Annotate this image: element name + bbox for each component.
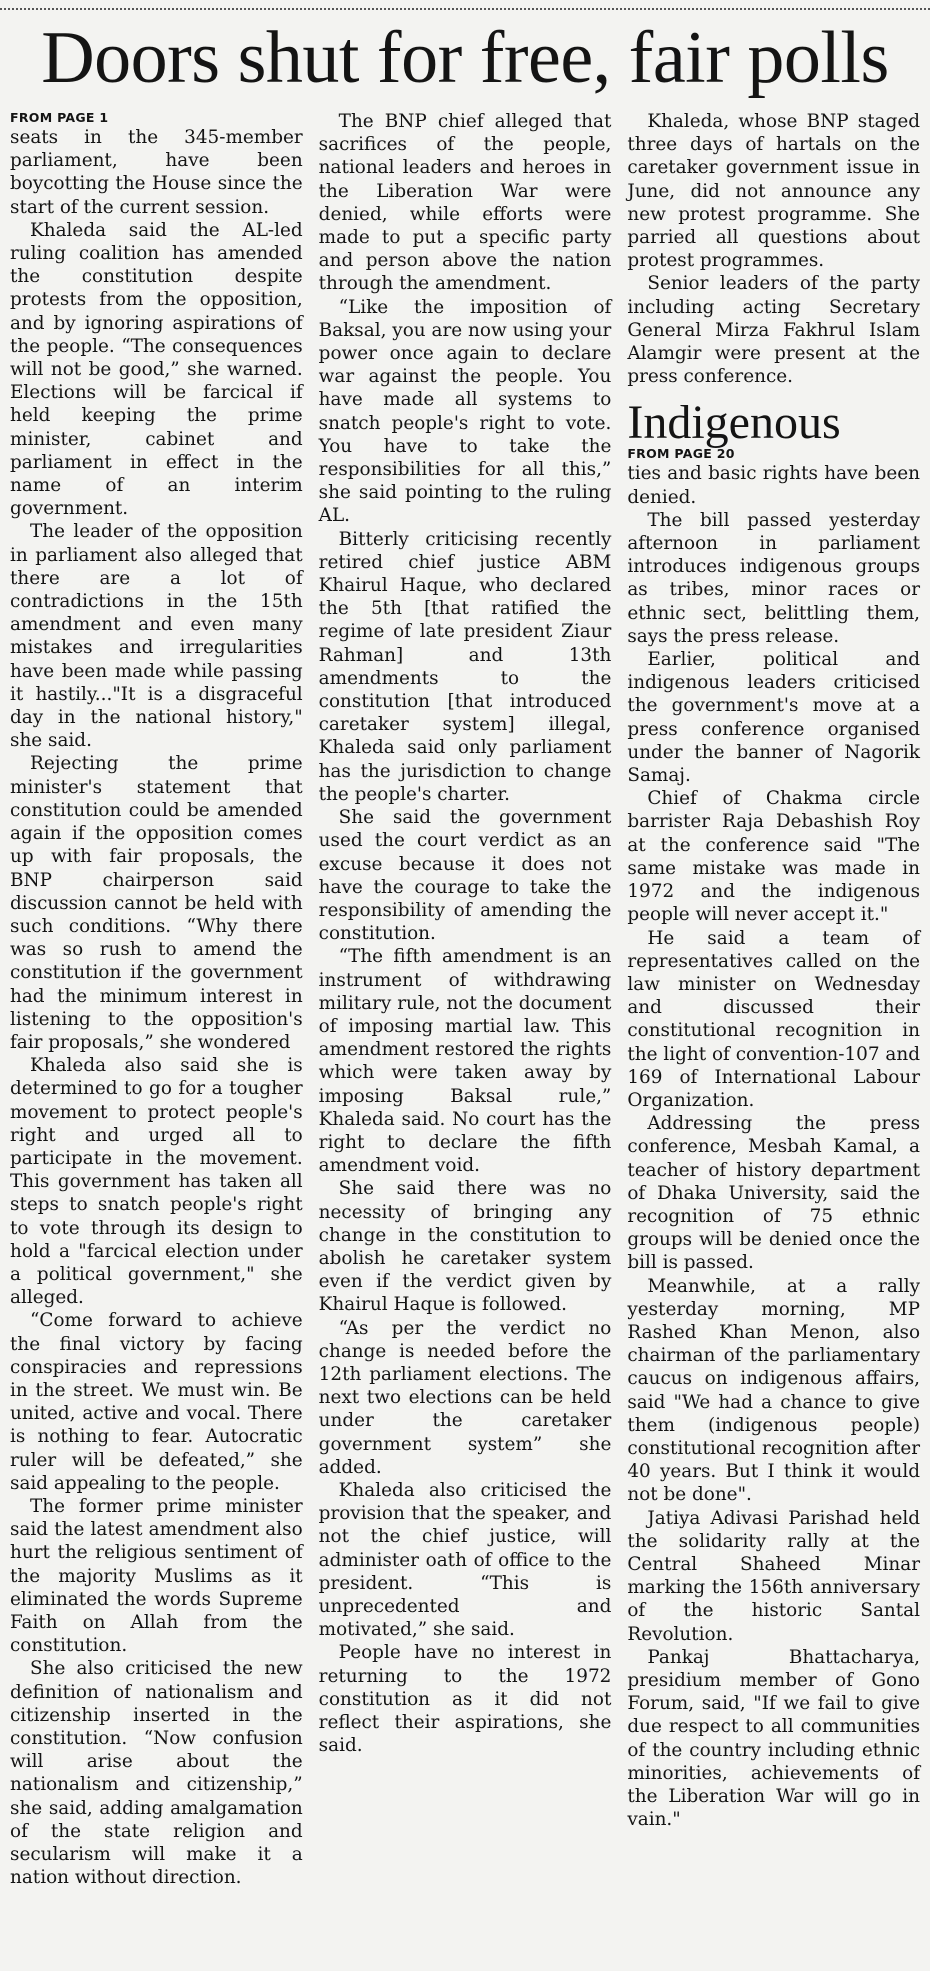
paragraph: “As per the verdict no change is needed before the 12th parliament elections. The next two elections can be held under the caretaker government system” she added. bbox=[318, 1317, 612, 1478]
paragraph: Bitterly criticising recently retired chief justice ABM Khairul Haque, who declared the 5th [that ratified the regime of late president Ziaur Rahman] and 13th amendments to the constitution [that introduced caretaker system] illegal, Khaleda said only parliament has the jurisdiction to change the people's charter. bbox=[318, 528, 612, 805]
paragraph: The bill passed yesterday afternoon in parliament introduces indigenous groups as tribes, minor races or ethnic sect, belittling them, says the press release. bbox=[627, 509, 921, 647]
paragraph: “Like the imposition of Baksal, you are now using your power once again to declare war against the people. You have made all systems to snatch people's right to vote. You have to take the responsibilities for all this,” she said pointing to the ruling AL. bbox=[318, 296, 612, 527]
paragraph: Khaleda also said she is determined to go for a tougher movement to protect people's right and urged all to participate in the movement. This government has taken all steps to snatch people's right to vote through its design to hold a "farcical election under a political government," she alleged. bbox=[10, 1055, 303, 1309]
story2-headline: Indigenous bbox=[627, 396, 841, 450]
paragraph: Meanwhile, at a rally yesterday morning, MP Rashed Khan Menon, also chairman of the parliamentary caucus on indigenous affairs, said "We had a chance to give them (indigenous people) constitutional recognition after 40 years. But I think it would not be done". bbox=[627, 1275, 921, 1506]
paragraph: The former prime minister said the latest amendment also hurt the religious sentiment of the majority Muslims as it eliminated the words Supreme Faith on Allah from the constitution. bbox=[10, 1495, 303, 1657]
column-3 bbox=[627, 110, 920, 1889]
paragraph: The leader of the opposition in parliament also alleged that there are a lot of contradictions in the 15th amendment and even many mistakes and irregularities have been made while passing it hastily..."It is a disgraceful day in the national history," she said. bbox=[10, 521, 303, 752]
paragraph: Senior leaders of the party including acting Secretary General Mirza Fakhrul Islam Alamgir were present at the press conference. bbox=[627, 273, 921, 388]
paragraph: Chief of Chakma circle barrister Raja Debashish Roy at the conference said "The same mistake was made in 1972 and the indigenous people will never accept it." bbox=[627, 788, 921, 926]
paragraph: “The fifth amendment is an instrument of withdrawing military rule, not the document of imposing martial law. This amendment restored the rights which were taken away by imposing Baksal rule,” Khaleda said. No court has the right to declare the fifth amendment void. bbox=[318, 946, 612, 1177]
main-headline: Doors shut for free, fair polls bbox=[41, 17, 889, 99]
paragraph: Pankaj Bhattacharya, presidium member of Gono Forum, said, "If we fail to give due respect to all communities of the country including ethnic minorities, achievements of the Liberation War will go in vain." bbox=[627, 1646, 921, 1831]
paragraph: Khaleda also criticised the provision that the speaker, and not the chief justice, will administer oath of office to the president. “This is unprecedented and motivated,” she said. bbox=[318, 1479, 612, 1641]
paragraph: Khaleda said the AL-led ruling coalition has amended the constitution despite protests from the opposition, and by ignoring aspirations of the people. “The consequences will not be good,” she warned. Elections will be farcical if held keeping the prime minister, cabinet and parliament in effect in the name of an interim government. bbox=[10, 219, 303, 520]
paragraph: Khaleda, whose BNP staged three days of hartals on the caretaker government issue in June, did not announce any new protest programme. She parried all questions about protest programmes. bbox=[627, 111, 921, 272]
column-1 bbox=[10, 110, 303, 1889]
paragraph: He said a team of representatives called on the law minister on Wednesday and discussed their constitutional recognition in the light of convention-107 and 169 of International Labour Organization. bbox=[627, 927, 921, 1111]
paragraph: She said there was no necessity of bringing any change in the constitution to abolish he caretaker system even if the verdict given by Khairul Haque is followed. bbox=[318, 1178, 612, 1316]
paragraph: The BNP chief alleged that sacrifices of the people, national leaders and heroes in the Liberation War were denied, while efforts were made to put a specific party and person above the nation through the amendment. bbox=[318, 111, 612, 295]
column-2 bbox=[319, 110, 612, 1889]
paragraph: ties and basic rights have been denied. bbox=[627, 463, 921, 508]
story2-kicker: FROM PAGE 20 bbox=[627, 446, 735, 462]
article-columns bbox=[10, 110, 920, 1889]
paragraph: seats in the 345-member parliament, have been boycotting the House since the start of the current session. bbox=[10, 127, 303, 218]
paragraph: Earlier, political and indigenous leaders criticised the government's move at a press conference organised under the banner of Nagorik Samaj. bbox=[627, 649, 921, 787]
paragraph: Jatiya Adivasi Parishad held the solidarity rally at the Central Shaheed Minar marking the 156th anniversary of the historic Santal Revolution. bbox=[627, 1507, 921, 1645]
top-dotted-rule bbox=[0, 8, 930, 10]
paragraph: Rejecting the prime minister's statement that constitution could be amended again if the opposition comes up with fair proposals, the BNP chairperson said discussion cannot be held with such conditions. “Why there was so rush to amend the constitution if the government had the minimum interest in listening to the opposition's fair proposals,” she wondered bbox=[10, 753, 303, 1053]
paragraph: She also criticised the new definition of nationalism and citizenship inserted in the constitution. “Now confusion will arise about the nationalism and citizenship,” she said, adding amalgamation of the state religion and secularism will make it a nation without direction. bbox=[10, 1658, 303, 1889]
story1-kicker: FROM PAGE 1 bbox=[10, 110, 109, 125]
paragraph: “Come forward to achieve the final victory by facing conspiracies and repressions in the street. We must win. Be united, active and vocal. There is nothing to fear. Autocratic ruler will be defeated,” she said appealing to the people. bbox=[10, 1310, 303, 1494]
paragraph: She said the government used the court verdict as an excuse because it does not have the courage to take the responsibility of amending the constitution. bbox=[318, 807, 612, 945]
paragraph: People have no interest in returning to the 1972 constitution as it did not reflect their aspirations, she said. bbox=[318, 1642, 612, 1757]
paragraph: Addressing the press conference, Mesbah Kamal, a teacher of history department of Dhaka University, said the recognition of 75 ethnic groups will be denied once the bill is passed. bbox=[627, 1113, 921, 1274]
